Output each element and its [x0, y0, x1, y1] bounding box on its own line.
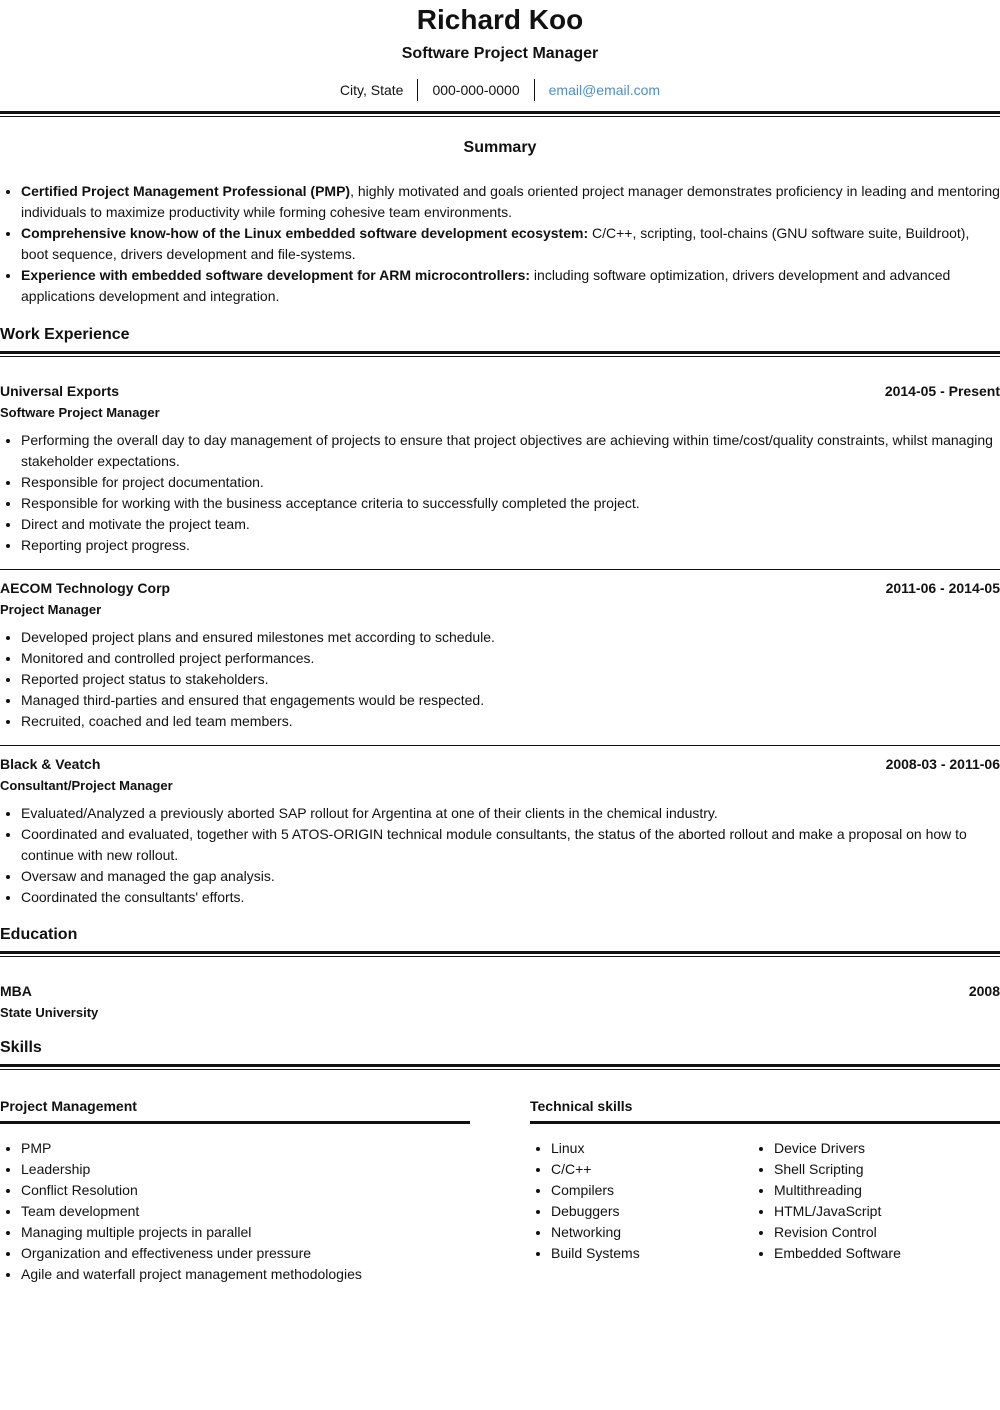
skill-item: • Agile and waterfall project management methodologies — [21, 1264, 470, 1285]
resume-header — [0, 0, 1000, 101]
summary-item — [21, 265, 1000, 307]
job-dates: 2008-03 - 2011-06 — [885, 756, 1000, 772]
summary-item — [21, 223, 1000, 265]
skill-item: • Debuggers — [551, 1201, 753, 1222]
skill-group-title: Technical skills — [530, 1098, 633, 1114]
skill-group-divider — [0, 1121, 470, 1124]
skill-list — [530, 1138, 753, 1264]
skill-item: • Device Drivers — [774, 1138, 976, 1159]
skill-item: • HTML/JavaScript — [774, 1201, 976, 1222]
work-experience-section — [0, 324, 1000, 908]
summary-section — [0, 137, 1000, 307]
section-divider — [0, 951, 1000, 957]
job-dates: 2011-06 - 2014-05 — [885, 580, 1000, 596]
job-bullet: • Recruited, coached and led team members. — [21, 711, 1000, 732]
header-divider — [0, 111, 1000, 117]
job-company: AECOM Technology Corp — [0, 580, 171, 596]
skill-item: • Build Systems — [551, 1243, 753, 1264]
skill-group-divider — [530, 1121, 1000, 1124]
job-bullet: • Reporting project progress. — [21, 535, 1000, 556]
job-bullet: • Developed project plans and ensured milestones met according to schedule. — [21, 627, 1000, 648]
job-bullets — [0, 430, 1000, 556]
section-divider — [0, 351, 1000, 357]
job-divider — [0, 569, 1000, 570]
technical-skill-columns — [530, 1138, 1000, 1264]
summary-item-bold: Comprehensive know-how of the Linux embedded software development ecosystem: — [21, 225, 589, 241]
skill-item: • Managing multiple projects in parallel — [21, 1222, 470, 1243]
skill-list — [0, 1138, 470, 1285]
job-header — [0, 380, 1000, 402]
job-bullets — [0, 627, 1000, 732]
skill-item: • C/C++ — [551, 1159, 753, 1180]
skills-heading: Skills — [0, 1039, 42, 1056]
education-section — [0, 924, 1000, 1024]
skill-list — [753, 1138, 976, 1264]
job-dates: 2014-05 - Present — [884, 383, 1000, 399]
location-text: City, State — [339, 82, 404, 98]
job-bullet: • Performing the overall day to day management of projects to ensure that project objectives are achieving within time/cost/quality constraints, whilst managing stakeholder expectations. — [21, 430, 1000, 472]
work-experience-heading: Work Experience — [0, 326, 130, 343]
job-entry — [0, 753, 1000, 908]
job-company: Black & Veatch — [0, 756, 101, 772]
phone-text: 000-000-0000 — [432, 82, 520, 98]
job-role: Software Project Manager — [0, 405, 160, 420]
candidate-name: Richard Koo — [416, 4, 584, 35]
skill-item: • Leadership — [21, 1159, 470, 1180]
job-bullet: • Managed third-parties and ensured that engagements would be respected. — [21, 690, 1000, 711]
education-year: 2008 — [968, 983, 1000, 999]
job-company: Universal Exports — [0, 383, 120, 399]
skill-group-title: Project Management — [0, 1098, 137, 1114]
skill-item: • Multithreading — [774, 1180, 976, 1201]
contact-info — [0, 79, 1000, 101]
education-header — [0, 980, 1000, 1002]
job-bullet: • Responsible for working with the business acceptance criteria to successfully completed the project. — [21, 493, 1000, 514]
skill-group-technical — [530, 1095, 1000, 1285]
job-bullet: • Evaluated/Analyzed a previously aborted SAP rollout for Argentina at one of their clients in the chemical industry. — [21, 803, 1000, 824]
candidate-title: Software Project Manager — [401, 45, 599, 62]
summary-heading: Summary — [463, 139, 537, 156]
job-entry — [0, 577, 1000, 732]
summary-item — [21, 181, 1000, 223]
skill-item: • Compilers — [551, 1180, 753, 1201]
skills-section — [0, 1037, 1000, 1285]
skill-item: • Shell Scripting — [774, 1159, 976, 1180]
summary-item-bold: Experience with embedded software development for ARM microcontrollers: — [21, 267, 531, 283]
job-role: Project Manager — [0, 602, 102, 617]
skills-grid — [0, 1095, 1000, 1285]
skill-item: • PMP — [21, 1138, 470, 1159]
skill-item: • Linux — [551, 1138, 753, 1159]
job-header — [0, 577, 1000, 599]
education-school: State University — [0, 1005, 99, 1020]
job-bullet: • Responsible for project documentation. — [21, 472, 1000, 493]
skill-item: • Organization and effectiveness under pressure — [21, 1243, 470, 1264]
job-bullet: • Monitored and controlled project performances. — [21, 648, 1000, 669]
skill-item: • Networking — [551, 1222, 753, 1243]
skill-item: • Team development — [21, 1201, 470, 1222]
summary-list — [0, 181, 1000, 307]
skill-item: • Conflict Resolution — [21, 1180, 470, 1201]
job-bullet: • Coordinated the consultants' efforts. — [21, 887, 1000, 908]
section-divider — [0, 1064, 1000, 1070]
skill-item: • Embedded Software — [774, 1243, 976, 1264]
job-divider — [0, 745, 1000, 746]
skill-group-project-management — [0, 1095, 470, 1285]
job-entry — [0, 380, 1000, 556]
education-entry — [0, 980, 1000, 1024]
job-bullet: • Coordinated and evaluated, together with 5 ATOS-ORIGIN technical module consultants, the status of the aborted rollout and make a proposal on how to continue with new rollout. — [21, 824, 1000, 866]
skill-item: • Revision Control — [774, 1222, 976, 1243]
job-header — [0, 753, 1000, 775]
education-degree: MBA — [0, 983, 32, 999]
job-role: Consultant/Project Manager — [0, 778, 173, 793]
summary-item-text: C/C++, scripting, tool-chains (GNU software suite, Buildroot), boot sequence, drivers development and file-systems. — [21, 225, 970, 262]
job-bullet: • Direct and motivate the project team. — [21, 514, 1000, 535]
job-bullet: • Oversaw and managed the gap analysis. — [21, 866, 1000, 887]
summary-item-text: , highly motivated and goals oriented project manager demonstrates proficiency in leading and mentoring individuals to maximize productivity while forming cohesive team environments. — [21, 183, 1000, 220]
summary-item-bold: Certified Project Management Professional (PMP) — [21, 183, 351, 199]
job-bullets — [0, 803, 1000, 908]
job-bullet: • Reported project status to stakeholders. — [21, 669, 1000, 690]
summary-item-text: including software optimization, drivers development and advanced applications development and integration. — [21, 267, 951, 304]
email-link[interactable]: email@email.com — [548, 82, 661, 98]
education-heading: Education — [0, 926, 78, 943]
